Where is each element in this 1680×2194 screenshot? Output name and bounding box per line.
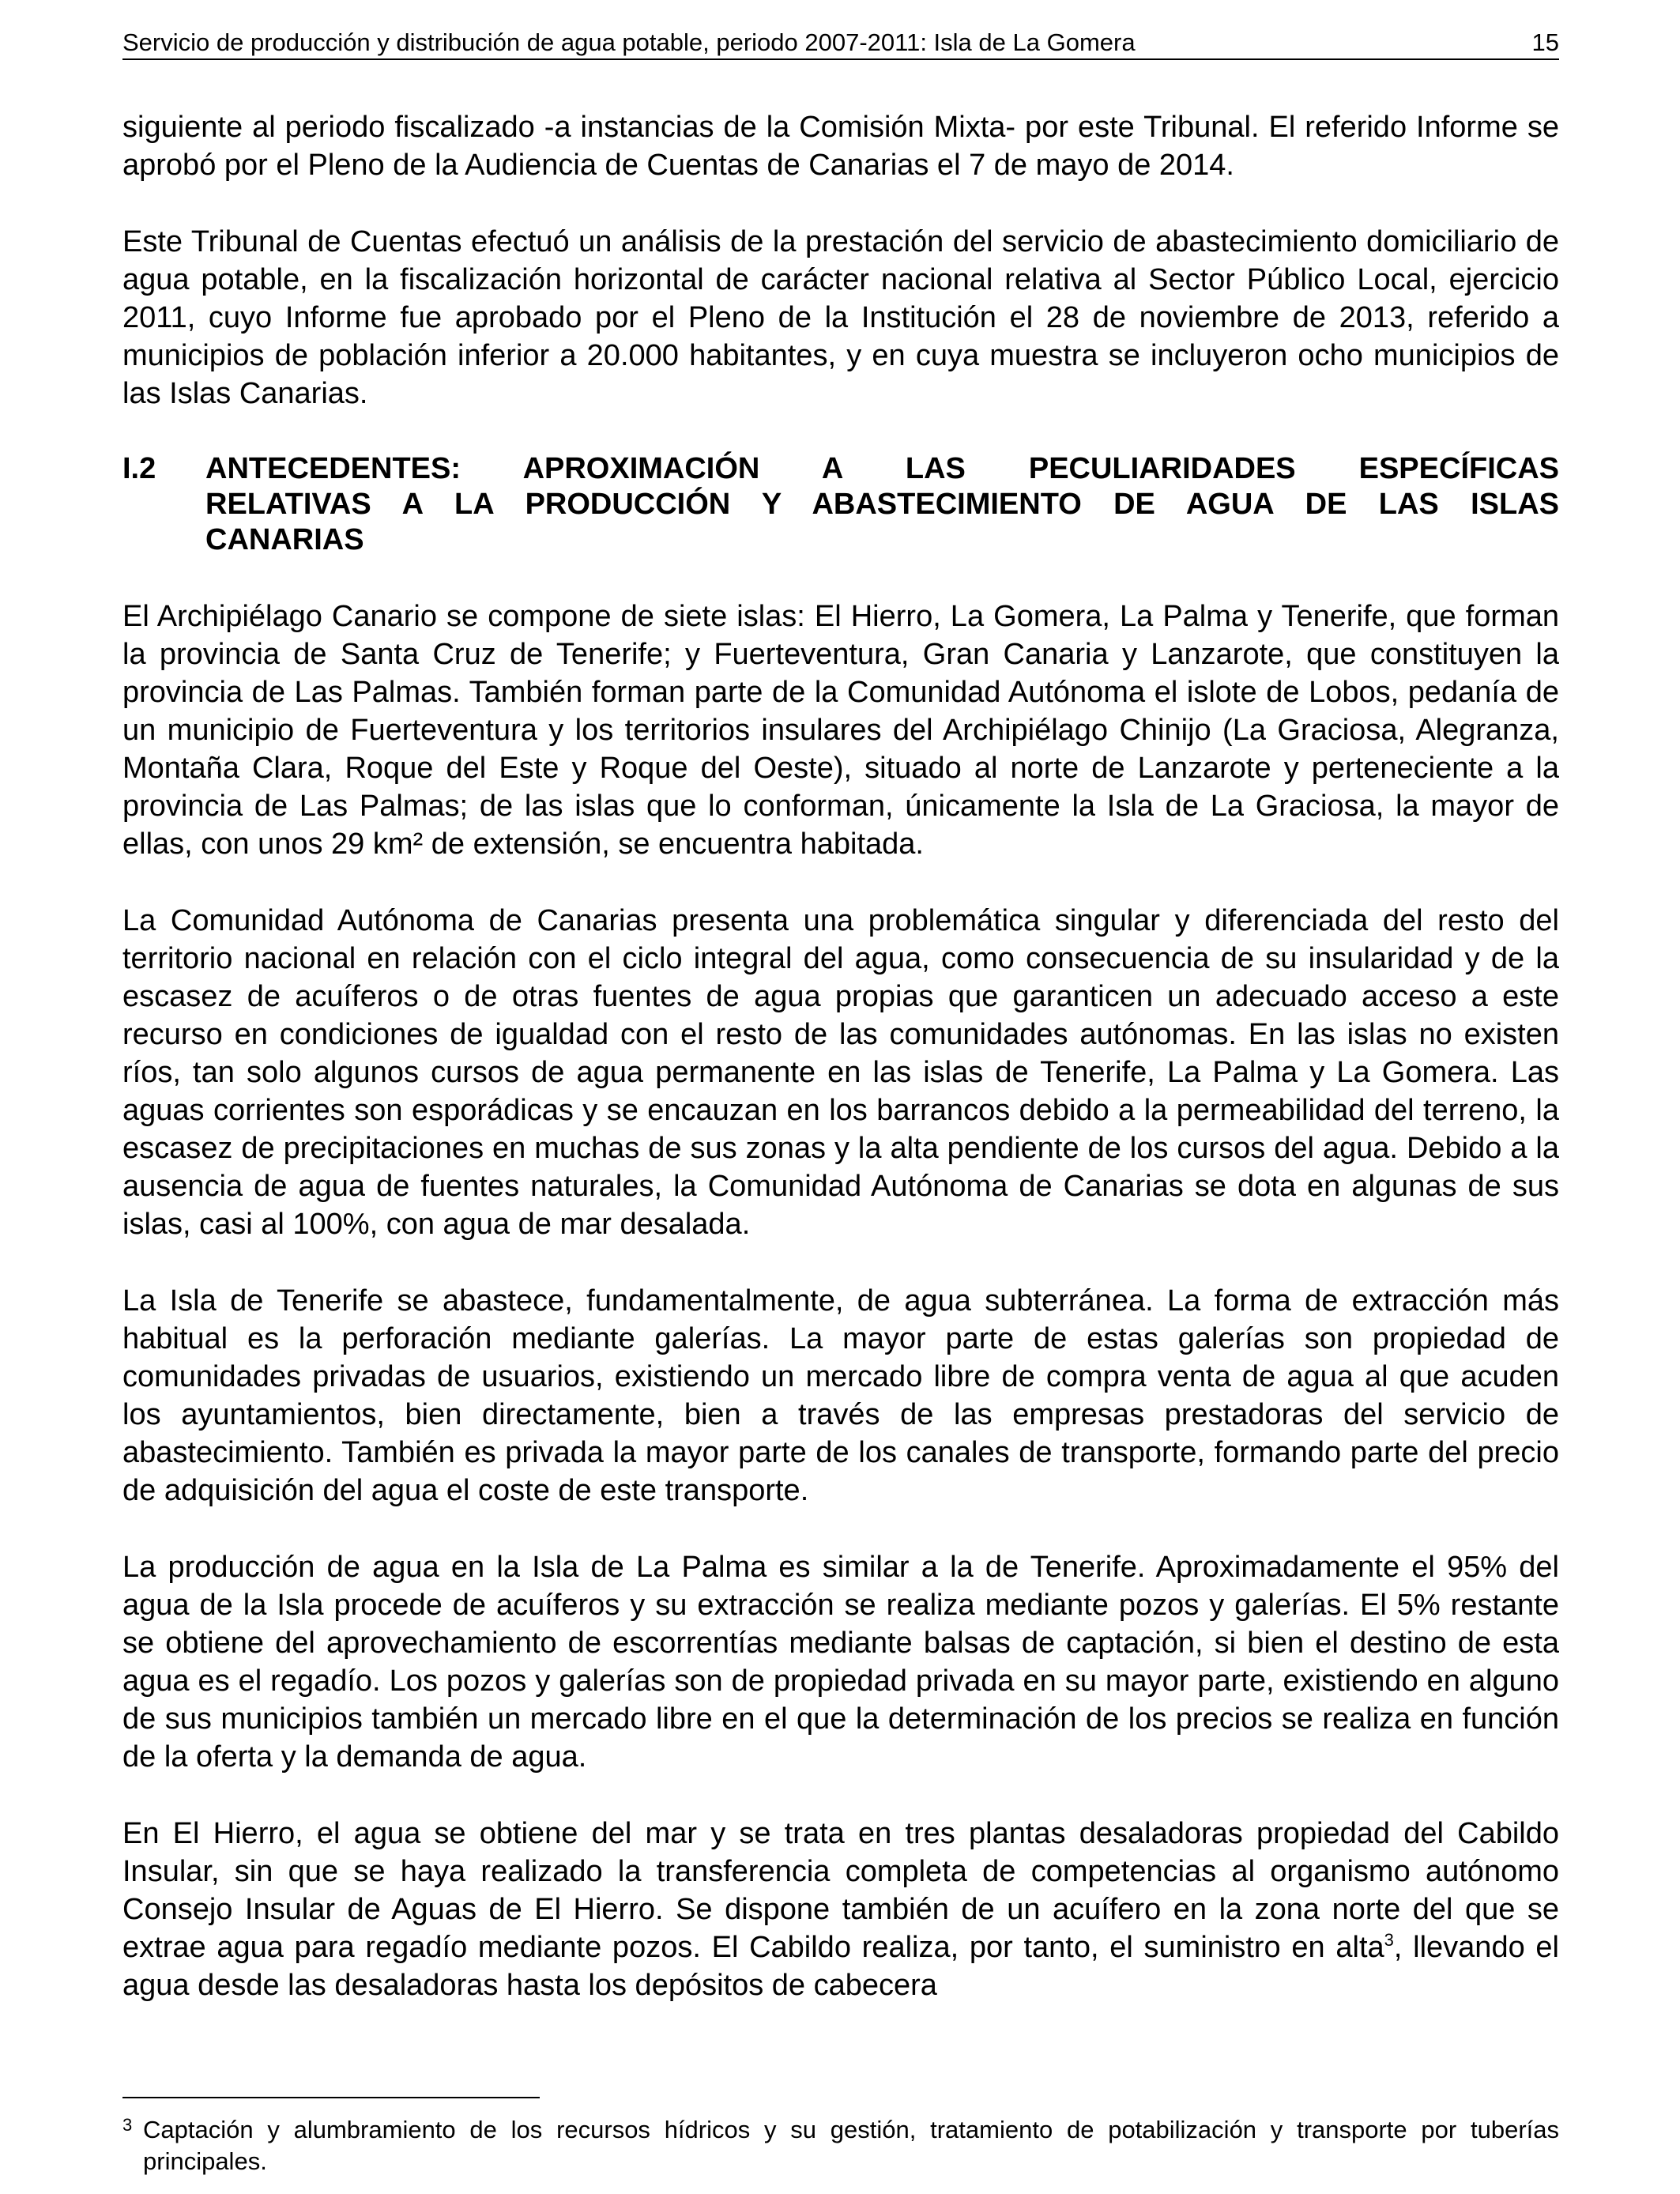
paragraph: La Comunidad Autónoma de Canarias presenta una problemática singular y diferenciada del resto del territorio nacional en relación con el ciclo integral del agua, como consecuencia de su insularidad y de la escasez de acuíferos o de otras fuentes de agua propias que garanticen un adecuado acceso a este recurso en condiciones de igualdad con el resto de las comunidades autónomas. En las islas no existen ríos, tan solo algunos cursos de agua permanente en las islas de Tenerife, La Palma y La Gomera. Las aguas corrientes son esporádicas y se encauzan en los barrancos debido a la permeabilidad del terreno, la escasez de precipitaciones en muchas de sus zonas y la alta pendiente de los cursos del agua. Debido a la ausencia de agua de fuentes naturales, la Comunidad Autónoma de Canarias se dota en algunas de sus islas, casi al 100%, con agua de mar desalada. (122, 904, 1559, 1241)
section-number: I.2 (122, 452, 156, 485)
page-number: 15 (1531, 28, 1559, 56)
body-text (122, 108, 1559, 2043)
paragraph: La Isla de Tenerife se abastece, fundamentalmente, de agua subterránea. La forma de extracción más habitual es la perforación mediante galerías. La mayor parte de estas galerías son propiedad de comunidades privadas de usuarios, existiendo un mercado libre de compra venta de agua al que acuden los ayuntamientos, bien directamente, bien a través de las empresas prestadoras del servicio de abastecimiento. También es privada la mayor parte de los canales de transporte, formando parte del precio de adquisición del agua el coste de este transporte. (122, 1284, 1559, 1507)
paragraph: Este Tribunal de Cuentas efectuó un análisis de la prestación del servicio de abastecimiento domiciliario de agua potable, en la fiscalización horizontal de carácter nacional relativa al Sector Público Local, ejercicio 2011, cuyo Informe fue aprobado por el Pleno de la Institución el 28 de noviembre de 2013, referido a municipios de población inferior a 20.000 habitantes, y en cuya muestra se incluyeron ocho municipios de las Islas Canarias. (122, 225, 1559, 410)
paragraph (122, 1815, 1559, 2004)
footnote-divider (122, 2097, 540, 2098)
header-divider (122, 58, 1559, 60)
section-title-line: CANARIAS (205, 523, 364, 556)
paragraph-text: , llevando el agua desde las desaladoras hasta los depósitos de cabecera (122, 1931, 1559, 2002)
footnote-mark: 3 (122, 2115, 133, 2135)
section-title-line: ANTECEDENTES: APROXIMACIÓN A LAS PECULIARIDADES ESPECÍFICAS (205, 452, 1559, 485)
paragraph: El Archipiélago Canario se compone de siete islas: El Hierro, La Gomera, La Palma y Tenerife, que forman la provincia de Santa Cruz de Tenerife; y Fuerteventura, Gran Canaria y Lanzarote, que constituyen la provincia de Las Palmas. También forman parte de la Comunidad Autónoma el islote de Lobos, pedanía de un municipio de Fuerteventura y los territorios insulares del Archipiélago Chinijo (La Graciosa, Alegranza, Montaña Clara, Roque del Este y Roque del Oeste), situado al norte de Lanzarote y perteneciente a la provincia de Las Palmas; de las islas que lo conforman, únicamente la Isla de La Graciosa, la mayor de ellas, con unos 29 km² de extensión, se encuentra habitada. (122, 600, 1559, 861)
section-heading (122, 451, 1559, 558)
header-title: Servicio de producción y distribución de agua potable, periodo 2007-2011: Isla de La Gomera (122, 28, 1136, 56)
section-title (205, 451, 1559, 558)
footnote-reference[interactable]: 3 (1384, 1930, 1394, 1950)
section-title-line: RELATIVAS A LA PRODUCCIÓN Y ABASTECIMIENTO DE AGUA DE LAS ISLAS (205, 488, 1559, 521)
footnote-text: Captación y alumbramiento de los recursos hídricos y su gestión, tratamiento de potabilización y transporte por tuberías principales. (143, 2116, 1559, 2175)
footnote (122, 2114, 1559, 2177)
paragraph: siguiente al periodo fiscalizado -a instancias de la Comisión Mixta- por este Tribunal. El referido Informe se aprobó por el Pleno de la Audiencia de Cuentas de Canarias el 7 de mayo de 2014. (122, 111, 1559, 182)
running-header (122, 27, 1559, 58)
paragraph: La producción de agua en la Isla de La Palma es similar a la de Tenerife. Aproximadamente el 95% del agua de la Isla procede de acuíferos y su extracción se realiza mediante pozos y galerías. El 5% restante se obtiene del aprovechamiento de escorrentías mediante balsas de captación, si bien el destino de esta agua es el regadío. Los pozos y galerías son de propiedad privada en su mayor parte, existiendo en alguno de sus municipios también un mercado libre en el que la determinación de los precios se realiza en función de la oferta y la demanda de agua. (122, 1551, 1559, 1774)
paragraph-text: En El Hierro, el agua se obtiene del mar y se trata en tres plantas desaladoras propiedad del Cabildo Insular, sin que se haya realizado la transferencia completa de competencias al organismo autónomo Consejo Insular de Aguas de El Hierro. Se dispone también de un acuífero en la zona norte del que se extrae agua para regadío mediante pozos. El Cabildo realiza, por tanto, el suministro en alta (122, 1817, 1559, 1964)
